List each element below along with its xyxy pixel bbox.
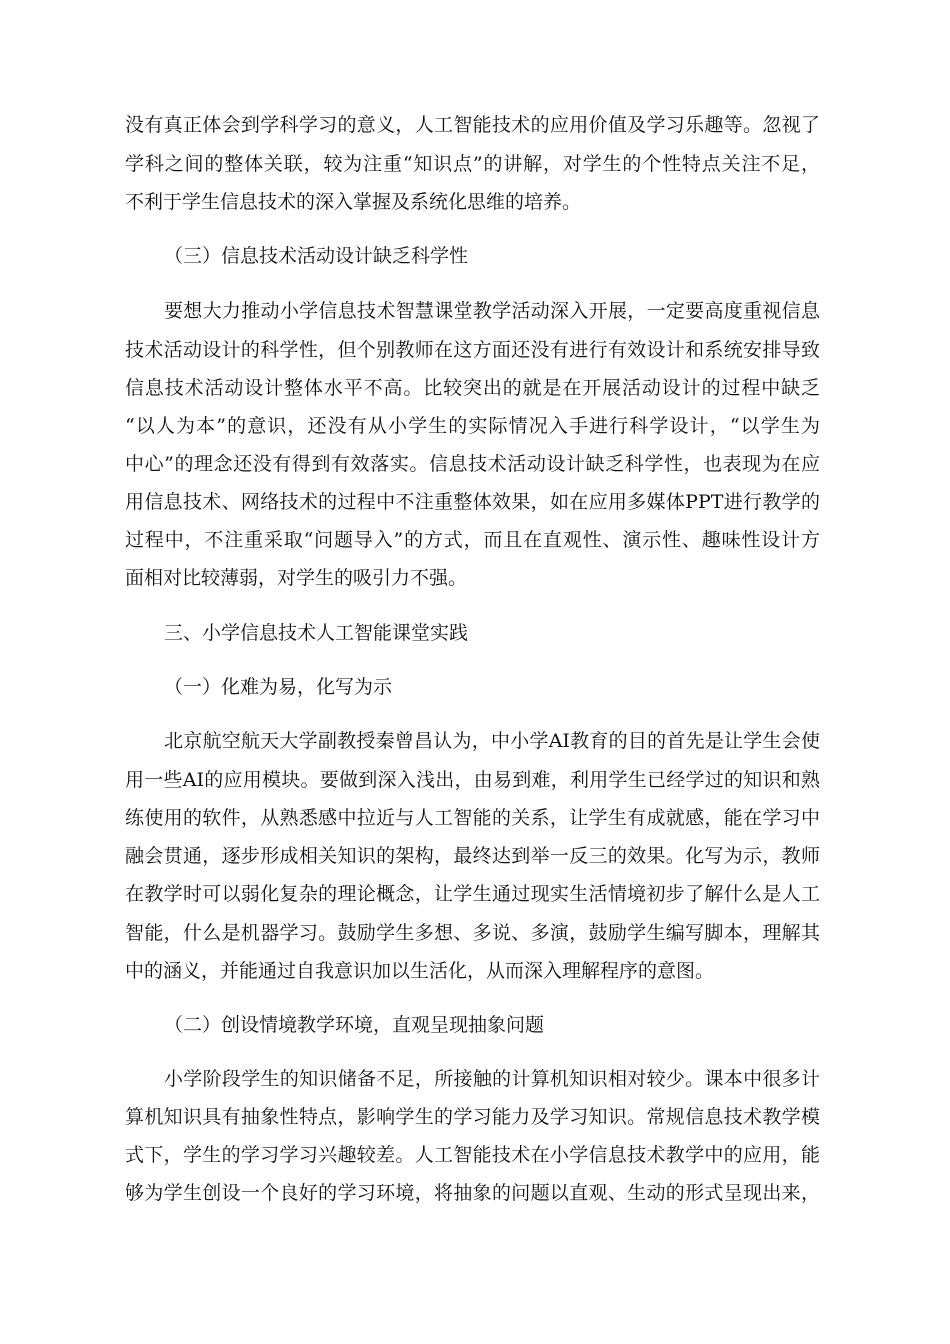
- paragraph-2-line-6: 用信息技术、网络技术的过程中不注重整体效果，如在应用多媒体PPT进行教学的: [125, 491, 820, 513]
- paragraph-3-line-5: 在教学时可以弱化复杂的理论概念，让学生通过现实生活情境初步了解什么是人工: [125, 883, 820, 905]
- paragraph-4-line-2: 算机知识具有抽象性特点，影响学生的学习能力及学习知识。常规信息技术教学模: [125, 1106, 820, 1128]
- paragraph-2-line-1: 要想大力推动小学信息技术智慧课堂教学活动深入开展，一定要高度重视信息: [164, 300, 820, 322]
- main-heading-3: 三、小学信息技术人工智能课堂实践: [164, 622, 469, 644]
- section-heading-3: （三）信息技术活动设计缺乏科学性: [164, 245, 469, 267]
- paragraph-2-line-7: 过程中，不注重采取“问题导入”的方式，而且在直观性、演示性、趣味性设计方: [125, 529, 820, 551]
- subheading-1: （一）化难为易，化写为示: [164, 676, 393, 698]
- paragraph-4-line-3: 式下，学生的学习学习兴趣较差。人工智能技术在小学信息技术教学中的应用，能: [125, 1144, 820, 1166]
- paragraph-3-line-3: 练使用的软件，从熟悉感中拉近与人工智能的关系，让学生有成就感，能在学习中: [125, 807, 820, 829]
- paragraph-3-line-1: 北京航空航天大学副教授秦曾昌认为，中小学AI教育的目的首先是让学生会使: [164, 730, 820, 752]
- paragraph-4-line-1: 小学阶段学生的知识储备不足，所接触的计算机知识相对较少。课本中很多计: [164, 1068, 820, 1090]
- paragraph-3-line-2: 用一些AI的应用模块。要做到深入浅出，由易到难，利用学生已经学过的知识和熟: [125, 769, 820, 791]
- paragraph-2-line-4: “以人为本”的意识，还没有从小学生的实际情况入手进行科学设计，“以学生为: [125, 415, 820, 437]
- paragraph-2-line-3: 信息技术活动设计整体水平不高。比较突出的就是在开展活动设计的过程中缺乏: [125, 377, 820, 399]
- paragraph-3-line-6: 智能，什么是机器学习。鼓励学生多想、多说、多演，鼓励学生编写脚本，理解其: [125, 922, 820, 944]
- paragraph-1-line-1: 没有真正体会到学科学习的意义，人工智能技术的应用价值及学习乐趣等。忽视了: [125, 114, 820, 136]
- paragraph-1-line-2: 学科之间的整体关联，较为注重“知识点”的讲解，对学生的个性特点关注不足，: [125, 153, 820, 175]
- paragraph-2-line-8: 面相对比较薄弱，对学生的吸引力不强。: [125, 567, 468, 589]
- subheading-2: （二）创设情境教学环境，直观呈现抽象问题: [164, 1014, 545, 1036]
- paragraph-2-line-2: 技术活动设计的科学性，但个别教师在这方面还没有进行有效设计和系统安排导致: [125, 339, 820, 361]
- paragraph-2-line-5: 中心”的理念还没有得到有效落实。信息技术活动设计缺乏科学性，也表现为在应: [125, 453, 820, 475]
- paragraph-4-line-4: 够为学生创设一个良好的学习环境，将抽象的问题以直观、生动的形式呈现出来，: [125, 1182, 820, 1204]
- paragraph-3-line-7: 中的涵义，并能通过自我意识加以生活化，从而深入理解程序的意图。: [125, 960, 715, 982]
- paragraph-1-line-3: 不利于学生信息技术的深入掌握及系统化思维的培养。: [125, 191, 582, 213]
- paragraph-3-line-4: 融会贯通，逐步形成相关知识的架构，最终达到举一反三的效果。化写为示，教师: [125, 845, 820, 867]
